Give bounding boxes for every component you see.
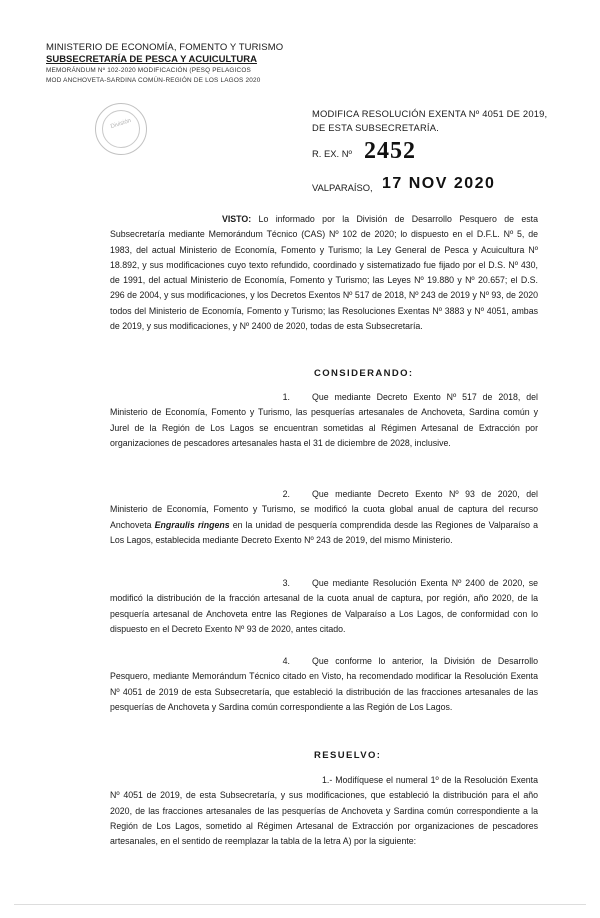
- visto-text: Lo informado por la División de Desarrollo Pesquero de esta Subsecretaría mediante Memorándum Técnico (CAS) Nº 102 de 2020; lo dispuesto en el D.F.L. Nº 5, de 1983, del actual Ministerio de Economía, Fomento y Turismo; la Ley General de Pesca y Acuicultura Nº 18.892, y sus modificaciones cuyo texto refundido, coordinado y sistematizado fue fijado por el D.S. Nº 430, de 1991, del actual Ministerio de Economía, Fomento y Turismo; las Leyes Nº 19.880 y Nº 20.657; el D.S. 296 de 2004, y sus modificaciones, y los Decretos Exentos Nº 517 de 2018, Nº 243 de 2019 y Nº 93, de 2020 todos del Ministerio de Economía, Fomento y Turismo; las Resoluciones Exentas Nº 3883 y Nº 4051, ambas de 2019, y sus modificaciones, y Nº 2400 de 2020, todas de esta Subsecretaría.: [110, 214, 539, 332]
- subsecretaria-name: SUBSECRETARÍA DE PESCA Y ACUICULTURA: [46, 54, 257, 65]
- ministry-name: MINISTERIO DE ECONOMÍA, FOMENTO Y TURISMO: [46, 42, 284, 53]
- item-text: Que conforme lo anterior, la División de Desarrollo Pesquero, mediante Memorándum Técnico citado en Visto, ha recomendado modificar la Resolución Exenta Nº 4051 de 2019 de esta Subsecretaría, que estableció la distribución de las fracciones artesanales de las pesquerías de Anchoveta y Sardina común correspondiente a las Región de Los Lagos.: [110, 656, 538, 712]
- resolution-number: 2452: [364, 138, 416, 164]
- item-text: Que mediante Resolución Exenta Nº 2400 de 2020, se modificó la distribución de la fracción artesanal de la cuota anual de captura, por región, año 2020, de la pesquería artesanal de Anchoveta entre las Regiones de Valparaíso a Los Lagos, de conformidad con lo dispuesto en el Decreto Exento Nº 93 de 2020, antes citado.: [110, 578, 538, 634]
- visto-label: VISTO:: [222, 214, 252, 224]
- species-name: Engraulis ringens: [154, 519, 230, 530]
- item-number: 1.: [282, 392, 290, 402]
- item-text-continued: en la unidad de pesquería comprendida desde las Regiones de Valparaíso a Los Lagos, establecida mediante Decreto Exento Nº 243 de 2019, del mismo Ministerio.: [110, 519, 538, 545]
- considerando-item-3: [110, 576, 538, 637]
- considerando-item-1: [110, 390, 538, 451]
- subject-line-2: DE ESTA SUBSECRETARÍA.: [312, 122, 439, 133]
- considerando-item-4: [110, 654, 538, 715]
- date-stamp: 17 NOV 2020: [382, 175, 496, 192]
- letterhead: [46, 42, 283, 86]
- place-label: VALPARAÍSO,: [312, 182, 373, 193]
- stamp-text: División: [110, 117, 132, 131]
- resuelvo-item-1: [110, 773, 538, 849]
- visto-paragraph: [110, 212, 538, 334]
- item-number: 3.: [282, 578, 290, 588]
- resolution-label: R. EX. Nº: [312, 148, 352, 159]
- resuelvo-heading: RESUELVO:: [314, 750, 382, 761]
- scan-edge: [14, 904, 586, 905]
- resuelvo-text: 1.- Modifíquese el numeral 1º de la Resolución Exenta Nº 4051 de 2019, de esta Subsecretaría, y sus modificaciones, que estableció la distribución para el año 2020, de las fracciones artesanales de las pesquerías de Anchoveta y Sardina común correspondiente a la Región de Los Lagos, sometido al Régimen Artesanal de Extracción por organizaciones de pescadores artesanales, en el sentido de reemplazar la tabla de la letra A) por la siguiente:: [110, 775, 538, 847]
- considerando-item-2: [110, 487, 538, 548]
- document-subject: [312, 107, 547, 135]
- item-number: 4.: [282, 656, 290, 666]
- memo-reference-line-1: MEMORÁNDUM Nº 102-2020 MODIFICACIÓN (PESQ PELAGICOS: [46, 67, 252, 74]
- memo-reference-line-2: MOD ANCHOVETA-SARDINA COMÚN-REGIÓN DE LOS LAGOS 2020: [46, 77, 261, 84]
- division-stamp: [95, 103, 147, 155]
- item-number: 2.: [282, 489, 290, 499]
- item-text: Que mediante Decreto Exento Nº 517 de 2018, del Ministerio de Economía, Fomento y Turismo, las pesquerías artesanales de Anchoveta, Sardina común y Jurel de la Región de Los Lagos se encuentran sometidas al Régimen Artesanal de Extracción por organizaciones de pescadores artesanales hasta el 31 de diciembre de 2028, inclusive.: [110, 392, 538, 448]
- considerando-heading: CONSIDERANDO:: [314, 368, 414, 379]
- subject-line-1: MODIFICA RESOLUCIÓN EXENTA Nº 4051 DE 2019,: [312, 108, 548, 119]
- item-text: Que mediante Decreto Exento Nº 93 de 2020, del Ministerio de Economía, Fomento y Turismo, se modificó la cuota global anual de captura del recurso Anchoveta: [110, 489, 538, 530]
